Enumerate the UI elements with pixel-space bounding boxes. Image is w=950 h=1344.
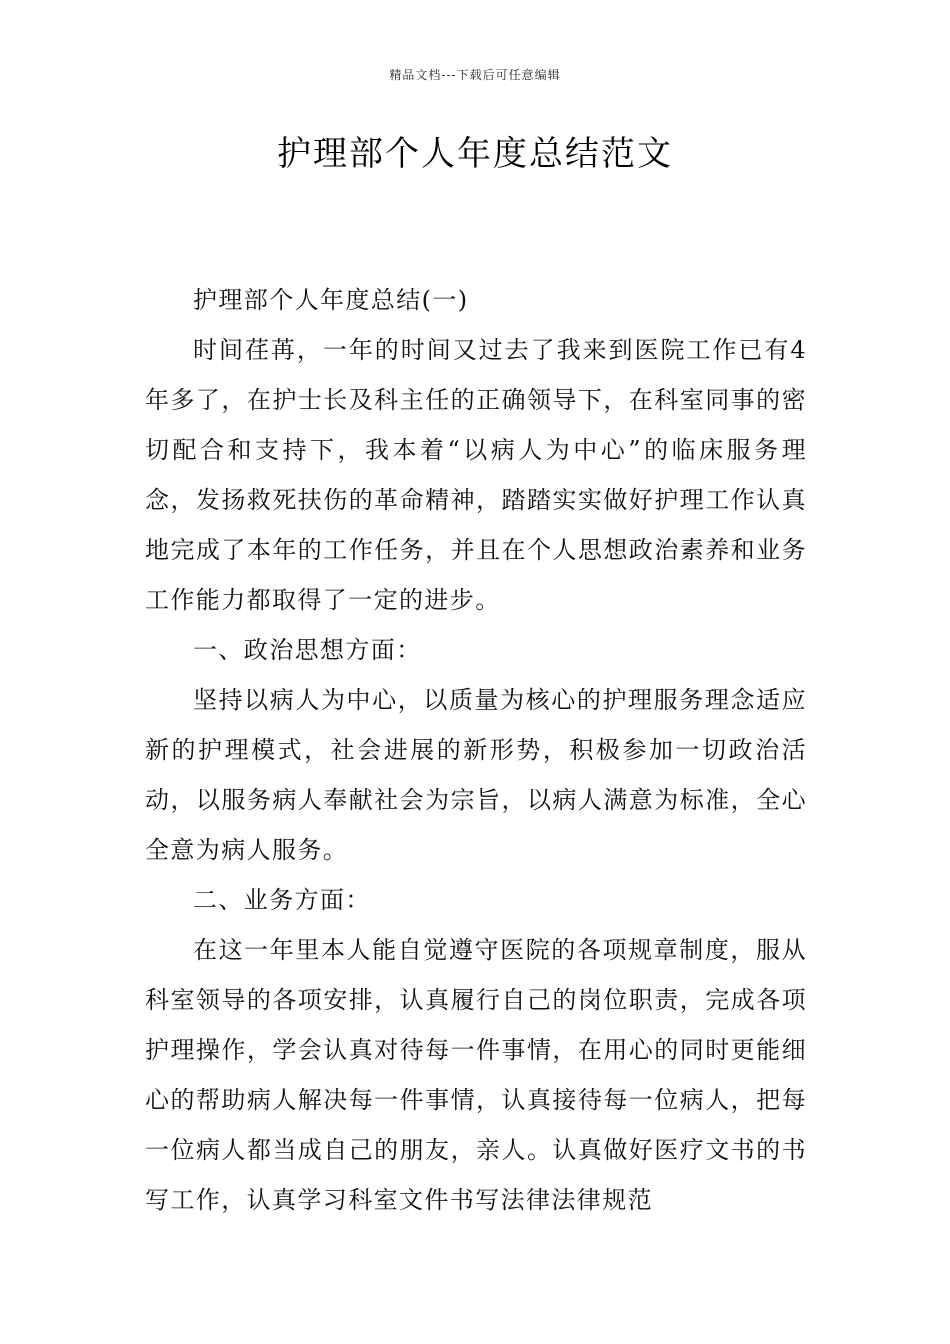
body-paragraph-business: 在这一年里本人能自觉遵守医院的各项规章制度，服从科室领导的各项安排，认真履行自己的岗位职责，完成各项护理操作，学会认真对待每一件事情，在用心的同时更能细心的帮助病人解决每一件事情，认真接待每一位病人，把每一位病人都当成自己的朋友，亲人。认真做好医疗文书的书写工作，认真学习科室文件书写法律法律规范 [145,936,807,1214]
section-heading-political: 一、政治思想方面： [193,636,422,664]
body-paragraph-political: 坚持以病人为中心，以质量为核心的护理服务理念适应新的护理模式，社会进展的新形势，积极参加一切政治活动，以服务病人奉献社会为宗旨，以病人满意为标准，全心全意为病人服务。 [145,686,807,864]
document-title: 护理部个人年度总结范文 [277,134,673,174]
section-heading-summary: 护理部个人年度总结(一) [193,286,469,314]
body-paragraph-intro: 时间荏苒，一年的时间又过去了我来到医院工作已有4年多了，在护士长及科主任的正确领导下，在科室同事的密切配合和支持下，我本着“以病人为中心”的临床服务理念，发扬救死扶伤的革命精神，踏踏实实做好护理工作认真地完成了本年的工作任务，并且在个人思想政治素养和业务工作能力都取得了一定的进步。 [145,336,807,614]
page-header-note: 精品文档---下载后可任意编辑 [389,68,561,82]
section-heading-business: 二、业务方面： [193,886,371,914]
document-body [145,275,807,1225]
